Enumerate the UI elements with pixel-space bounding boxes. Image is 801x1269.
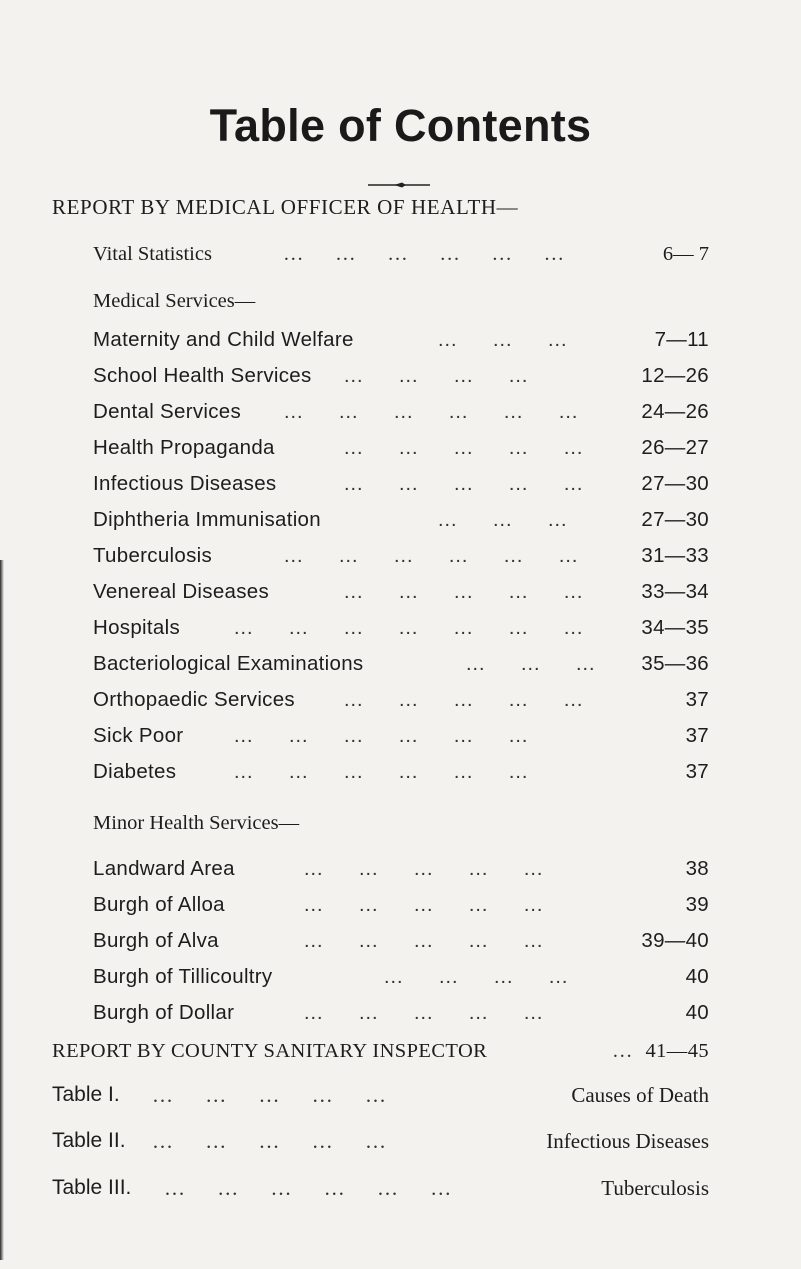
entry-pages: 24—26: [641, 400, 709, 423]
leader-dots: … … …: [437, 508, 569, 531]
entry-pages: 41—45: [645, 1040, 709, 1062]
leader-dots: …: [612, 1040, 634, 1062]
entry-label: Infectious Diseases: [93, 472, 277, 495]
leader-dots: … … … … …: [343, 472, 585, 495]
entry-label: Burgh of Alloa: [93, 893, 225, 916]
entry-pages: 39—40: [641, 929, 709, 952]
leader-dots: … … … … … … …: [233, 616, 585, 639]
leader-dots: … … … … …: [303, 857, 545, 880]
leader-dots: … … … … …: [343, 688, 585, 711]
entry-label: Landward Area: [93, 857, 235, 880]
ornament-divider: [368, 181, 430, 189]
toc-entry-table[interactable]: [52, 1174, 709, 1202]
entry-label: Burgh of Dollar: [93, 1001, 235, 1024]
entry-label: Table II.: [52, 1129, 126, 1152]
leader-dots: … … … … …: [343, 436, 585, 459]
entry-pages: 37: [685, 688, 709, 711]
entry-label: Burgh of Alva: [93, 929, 219, 952]
entry-pages: 31—33: [641, 544, 709, 567]
leader-dots: … … … … … …: [283, 544, 580, 567]
entry-label: Hospitals: [93, 616, 181, 639]
entry-label: Sick Poor: [93, 724, 184, 747]
toc-entry[interactable]: [93, 578, 709, 606]
entry-label: Tuberculosis: [93, 544, 213, 567]
leader-dots: … … … … … …: [164, 1176, 453, 1200]
leader-dots: … … … … … …: [283, 400, 580, 423]
entry-pages: 7—11: [654, 328, 709, 351]
entry-label: Health Propaganda: [93, 436, 275, 459]
leader-dots: … … … … …: [152, 1083, 387, 1107]
leader-dots: … … … … …: [152, 1129, 387, 1153]
entry-label: Bacteriological Examinations: [93, 652, 364, 675]
toc-entry[interactable]: [93, 650, 709, 678]
toc-entry[interactable]: [93, 963, 709, 991]
leader-dots: … … … … … …: [233, 760, 530, 783]
entry-subject: Tuberculosis: [601, 1176, 709, 1200]
entry-label: REPORT BY COUNTY SANITARY INSPECTOR: [52, 1040, 488, 1062]
entry-label: Diabetes: [93, 760, 177, 783]
entry-label: Vital Statistics: [93, 243, 212, 265]
entry-pages: 26—27: [641, 436, 709, 459]
leader-dots: … … …: [465, 652, 597, 675]
entry-label: Table I.: [52, 1083, 120, 1106]
entry-pages: 37: [685, 724, 709, 747]
entry-label: Venereal Diseases: [93, 580, 270, 603]
entry-pages: 27—30: [641, 472, 709, 495]
toc-entry[interactable]: [93, 326, 709, 354]
leader-dots: … … … … …: [343, 580, 585, 603]
leader-dots: … … …: [437, 328, 569, 351]
toc-entry[interactable]: [93, 470, 709, 498]
leader-dots: … … … … … …: [233, 724, 530, 747]
toc-entry[interactable]: [93, 614, 709, 642]
leader-dots: … … … … …: [303, 929, 545, 952]
toc-entry[interactable]: [93, 434, 709, 462]
entry-pages: 39: [685, 893, 709, 916]
entry-pages: 35—36: [641, 652, 709, 675]
toc-entry-sanitary-inspector[interactable]: [52, 1037, 709, 1065]
entry-pages: 6— 7: [662, 243, 709, 265]
entry-label: Burgh of Tillicoultry: [93, 965, 273, 988]
entry-pages: 38: [685, 857, 709, 880]
toc-entry[interactable]: [93, 891, 709, 919]
toc-entry[interactable]: [93, 506, 709, 534]
toc-entry[interactable]: [93, 398, 709, 426]
toc-entry[interactable]: [93, 722, 709, 750]
entry-pages: 34—35: [641, 616, 709, 639]
toc-entry-table[interactable]: [52, 1127, 709, 1155]
leader-dots: … … … … … …: [283, 243, 566, 265]
leader-dots: … … … …: [343, 364, 530, 387]
toc-entry[interactable]: [93, 758, 709, 786]
toc-entry[interactable]: [93, 927, 709, 955]
entry-pages: 37: [685, 760, 709, 783]
entry-label: Dental Services: [93, 400, 242, 423]
leader-dots: … … … … …: [303, 1001, 545, 1024]
entry-pages: 33—34: [641, 580, 709, 603]
entry-label: Orthopaedic Services: [93, 688, 295, 711]
leader-dots: … … … …: [383, 965, 570, 988]
entry-subject: Infectious Diseases: [546, 1129, 709, 1153]
toc-entry[interactable]: [93, 855, 709, 883]
entry-label: Diphtheria Immunisation: [93, 508, 321, 531]
entry-label: Table III.: [52, 1176, 132, 1199]
entry-label: Maternity and Child Welfare: [93, 328, 354, 351]
toc-entry-vital-statistics[interactable]: [93, 240, 709, 268]
entry-label: School Health Services: [93, 364, 312, 387]
entry-pages: 27—30: [641, 508, 709, 531]
entry-subject: Causes of Death: [571, 1083, 709, 1107]
entry-pages: 12—26: [641, 364, 709, 387]
page-title: Table of Contents: [209, 100, 592, 151]
subsection-heading-minor-services: Minor Health Services—: [93, 812, 300, 834]
leader-dots: … … … … …: [303, 893, 545, 916]
section-heading-medical-officer: REPORT BY MEDICAL OFFICER OF HEALTH—: [52, 195, 519, 219]
entry-pages: 40: [685, 1001, 709, 1024]
subsection-heading-medical-services: Medical Services—: [93, 290, 256, 312]
toc-entry-table[interactable]: [52, 1081, 709, 1109]
toc-entry[interactable]: [93, 542, 709, 570]
page-binding-shadow: [0, 560, 4, 1260]
toc-entry[interactable]: [93, 686, 709, 714]
toc-entry[interactable]: [93, 999, 709, 1027]
toc-entry[interactable]: [93, 362, 709, 390]
entry-pages: 40: [685, 965, 709, 988]
